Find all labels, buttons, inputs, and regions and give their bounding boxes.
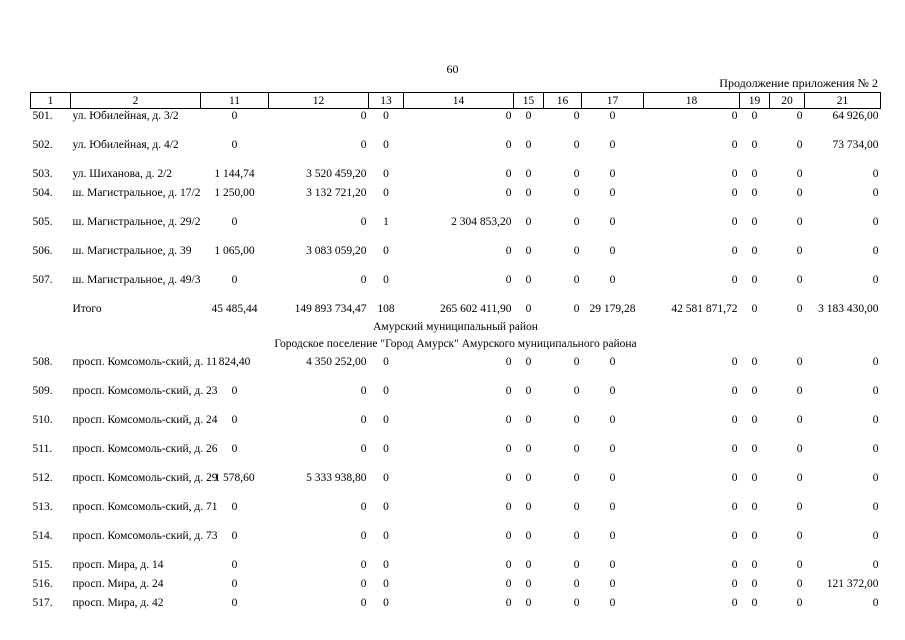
value-cell: 0 [609,472,616,484]
value-cell: 0 [731,472,738,484]
value-cell: 0 [525,245,532,257]
value-cell: 0 [525,139,532,151]
value-cell: 0 [731,578,738,590]
table-row [31,577,881,596]
value-cell: 0 [731,385,738,397]
value-cell: 0 [231,110,238,122]
value-cell: 1 065,00 [214,245,255,257]
value-cell: 0 [796,187,803,199]
address-cell: просп. Комсомоль-ский, д. 29 [72,472,218,484]
value-cell: 3 132 721,20 [306,187,367,199]
value-cell: 0 [231,597,238,609]
value-cell: 0 [525,385,532,397]
value-cell: 0 [573,443,580,455]
value-cell: 1 250,00 [214,187,255,199]
table-row [31,355,881,384]
value-cell: 0 [231,559,238,571]
value-cell: 1 578,60 [214,472,255,484]
value-cell: 0 [505,110,512,122]
row-number: 510. [32,414,53,426]
table-row [31,471,881,500]
section-row [31,321,881,338]
value-cell: 0 [796,303,803,315]
table-row [31,109,881,139]
value-cell: 0 [731,216,738,228]
section-title-settlement: Городское поселение "Город Амурск" Амурского муниципального района [274,338,637,350]
value-cell: 0 [525,187,532,199]
value-cell: 0 [231,578,238,590]
value-cell: 0 [872,216,879,228]
value-cell: 0 [751,578,758,590]
row-number: 516. [32,578,53,590]
value-cell: 1 144,74 [214,168,255,180]
value-cell: 3 083 059,20 [306,245,367,257]
value-cell: 0 [609,245,616,257]
value-cell: 0 [796,559,803,571]
value-cell: 0 [731,245,738,257]
value-cell: 0 [360,443,367,455]
address-cell: просп. Комсомоль-ский, д. 11 [72,356,218,368]
col-header: 21 [805,93,881,109]
address-cell: просп. Мира, д. 42 [72,597,164,609]
value-cell: 0 [525,356,532,368]
value-cell: 0 [231,385,238,397]
col-header: 14 [404,93,514,109]
row-number: 503. [32,168,53,180]
total-row [31,302,881,321]
value-cell: 0 [383,187,389,199]
value-cell: 0 [525,578,532,590]
section-title-district: Амурский муниципальный район [373,321,538,333]
value-cell: 2 304 853,20 [451,216,512,228]
value-cell: 0 [731,187,738,199]
row-number: 502. [32,139,53,151]
row-number: 512. [32,472,53,484]
address-cell: ш. Магистральное, д. 49/3 [72,274,201,286]
value-cell: 0 [360,139,367,151]
value-cell: 0 [383,501,389,513]
value-cell: 149 893 734,47 [294,303,367,315]
appendix-subtitle: Продолжение приложения № 2 [719,76,878,90]
value-cell: 0 [609,578,616,590]
row-number: 513. [32,501,53,513]
value-cell: 0 [751,216,758,228]
value-cell: 0 [731,414,738,426]
value-cell: 0 [872,414,879,426]
value-cell: 73 734,00 [832,139,879,151]
value-cell: 0 [751,385,758,397]
row-number: 508. [32,356,53,368]
value-cell: 0 [751,559,758,571]
row-number: 504. [32,187,53,199]
value-cell: 0 [731,559,738,571]
value-cell: 0 [231,501,238,513]
value-cell: 0 [525,110,532,122]
value-cell: 0 [505,139,512,151]
value-cell: 0 [872,274,879,286]
col-header: 17 [582,93,644,109]
value-cell: 0 [573,245,580,257]
value-cell: 0 [383,139,389,151]
value-cell: 0 [872,559,879,571]
value-cell: 0 [872,385,879,397]
total-label: Итого [72,303,102,315]
value-cell: 0 [573,110,580,122]
value-cell: 0 [751,356,758,368]
value-cell: 265 602 411,90 [440,303,512,315]
value-cell: 0 [609,530,616,542]
table-row [31,273,881,302]
value-cell: 0 [573,472,580,484]
value-cell: 0 [609,559,616,571]
value-cell: 0 [505,414,512,426]
row-number: 505. [32,216,53,228]
value-cell: 0 [609,187,616,199]
value-cell: 0 [573,578,580,590]
value-cell: 0 [383,559,389,571]
value-cell: 0 [525,530,532,542]
value-cell: 0 [609,139,616,151]
value-cell: 0 [872,356,879,368]
address-cell: ул. Юбилейная, д. 4/2 [72,139,179,151]
row-number: 514. [32,530,53,542]
value-cell: 0 [505,501,512,513]
data-table [30,92,881,615]
value-cell: 0 [525,472,532,484]
address-cell: ш. Магистральное, д. 17/2 [72,187,201,199]
value-cell: 0 [231,274,238,286]
row-number [31,302,71,321]
value-cell: 0 [609,274,616,286]
table-row [31,244,881,273]
value-cell: 0 [796,168,803,180]
value-cell: 0 [525,443,532,455]
row-number: 517. [32,597,53,609]
value-cell: 0 [731,443,738,455]
value-cell: 0 [573,414,580,426]
value-cell: 0 [751,414,758,426]
col-header: 19 [740,93,770,109]
section-row [31,338,881,355]
value-cell: 0 [573,139,580,151]
value-cell: 0 [360,530,367,542]
address-cell: ш. Магистральное, д. 39 [72,245,192,257]
value-cell: 0 [751,110,758,122]
value-cell: 0 [383,110,389,122]
value-cell: 0 [525,168,532,180]
value-cell: 0 [383,356,389,368]
value-cell: 0 [609,356,616,368]
value-cell: 0 [731,168,738,180]
table-row [31,384,881,413]
value-cell: 0 [751,472,758,484]
value-cell: 1 [383,216,389,228]
value-cell: 0 [383,245,389,257]
value-cell: 0 [525,559,532,571]
value-cell: 0 [360,110,367,122]
address-cell: просп. Мира, д. 24 [72,578,164,590]
value-cell: 0 [731,530,738,542]
col-header: 1 [31,93,71,109]
table-row [31,442,881,471]
value-cell: 0 [505,578,512,590]
value-cell: 0 [573,168,580,180]
value-cell: 0 [751,530,758,542]
value-cell: 0 [751,501,758,513]
row-number: 515. [32,559,53,571]
address-cell: просп. Комсомоль-ский, д. 26 [72,443,218,455]
value-cell: 0 [609,443,616,455]
value-cell: 0 [505,385,512,397]
address-cell: просп. Комсомоль-ский, д. 71 [72,501,218,513]
value-cell: 0 [573,530,580,542]
table-row [31,558,881,577]
value-cell: 0 [731,139,738,151]
table-row [31,596,881,615]
col-header: 11 [201,93,269,109]
value-cell: 0 [751,187,758,199]
header-row [31,93,881,109]
value-cell: 121 372,00 [826,578,879,590]
value-cell: 0 [505,356,512,368]
value-cell: 0 [383,168,389,180]
value-cell: 0 [525,597,532,609]
value-cell: 0 [573,356,580,368]
row-number: 506. [32,245,53,257]
value-cell: 108 [377,303,395,315]
value-cell: 0 [525,216,532,228]
col-header: 13 [369,93,404,109]
value-cell: 0 [573,385,580,397]
value-cell: 0 [796,139,803,151]
col-header: 20 [770,93,805,109]
value-cell: 0 [872,168,879,180]
row-number: 507. [32,274,53,286]
table-row [31,500,881,529]
value-cell: 3 520 459,20 [306,168,367,180]
address-cell: ул. Юбилейная, д. 3/2 [72,110,179,122]
col-header: 2 [71,93,201,109]
value-cell: 0 [872,501,879,513]
value-cell: 0 [609,414,616,426]
address-cell: ул. Шиханова, д. 2/2 [72,168,173,180]
value-cell: 0 [609,110,616,122]
value-cell: 0 [383,597,389,609]
address-cell: ш. Магистральное, д. 29/2 [72,216,201,228]
value-cell: 0 [360,578,367,590]
table-row [31,186,881,215]
value-cell: 0 [751,245,758,257]
value-cell: 3 183 430,00 [818,303,879,315]
value-cell: 0 [609,501,616,513]
value-cell: 0 [360,414,367,426]
table-row [31,138,881,167]
row-number: 511. [32,443,53,455]
value-cell: 0 [573,303,580,315]
value-cell: 0 [505,597,512,609]
value-cell: 0 [751,139,758,151]
table-row [31,215,881,244]
value-cell: 0 [360,385,367,397]
value-cell: 0 [383,443,389,455]
row-number: 501. [32,110,53,122]
value-cell: 0 [383,385,389,397]
value-cell: 0 [796,274,803,286]
value-cell: 0 [231,414,238,426]
value-cell: 45 485,44 [211,303,258,315]
row-number: 509. [32,385,53,397]
value-cell: 0 [383,472,389,484]
value-cell: 0 [573,274,580,286]
value-cell: 0 [383,274,389,286]
value-cell: 0 [796,245,803,257]
value-cell: 0 [505,168,512,180]
value-cell: 0 [872,245,879,257]
address-cell: просп. Комсомоль-ский, д. 23 [72,385,218,397]
address-cell: просп. Комсомоль-ский, д. 24 [72,414,218,426]
value-cell: 0 [505,245,512,257]
value-cell: 0 [796,385,803,397]
value-cell: 0 [796,110,803,122]
value-cell: 0 [796,356,803,368]
value-cell: 0 [751,303,758,315]
table-row [31,529,881,558]
value-cell: 0 [573,187,580,199]
value-cell: 4 350 252,00 [306,356,367,368]
value-cell: 0 [525,303,532,315]
value-cell: 0 [573,501,580,513]
value-cell: 0 [383,414,389,426]
col-header: 18 [644,93,740,109]
value-cell: 0 [872,187,879,199]
value-cell: 0 [525,501,532,513]
value-cell: 0 [731,356,738,368]
col-header: 15 [514,93,544,109]
value-cell: 0 [751,597,758,609]
value-cell: 0 [872,443,879,455]
value-cell: 0 [872,597,879,609]
value-cell: 0 [609,168,616,180]
table-row [31,167,881,186]
value-cell: 0 [525,414,532,426]
value-cell: 0 [796,216,803,228]
value-cell: 0 [505,472,512,484]
value-cell: 0 [796,472,803,484]
value-cell: 0 [505,274,512,286]
value-cell: 0 [731,501,738,513]
value-cell: 0 [231,216,238,228]
value-cell: 0 [360,501,367,513]
value-cell: 0 [505,559,512,571]
address-cell: просп. Мира, д. 14 [72,559,164,571]
value-cell: 0 [731,274,738,286]
page-number: 60 [446,62,459,76]
value-cell: 0 [231,139,238,151]
col-header: 12 [269,93,369,109]
value-cell: 0 [360,216,367,228]
value-cell: 0 [796,501,803,513]
value-cell: 0 [609,216,616,228]
value-cell: 0 [231,443,238,455]
value-cell: 0 [360,274,367,286]
value-cell: 0 [609,597,616,609]
value-cell: 0 [383,530,389,542]
value-cell: 0 [573,559,580,571]
value-cell: 0 [872,530,879,542]
value-cell: 0 [796,578,803,590]
value-cell: 824,40 [218,356,251,368]
value-cell: 5 333 938,80 [306,472,367,484]
value-cell: 0 [872,472,879,484]
value-cell: 0 [231,530,238,542]
address-cell: просп. Комсомоль-ский, д. 73 [72,530,218,542]
value-cell: 0 [609,385,616,397]
value-cell: 0 [796,414,803,426]
value-cell: 0 [573,216,580,228]
value-cell: 64 926,00 [832,110,879,122]
value-cell: 0 [751,168,758,180]
value-cell: 0 [796,597,803,609]
value-cell: 0 [731,597,738,609]
value-cell: 29 179,28 [589,303,636,315]
value-cell: 0 [796,443,803,455]
value-cell: 0 [383,578,389,590]
value-cell: 0 [505,443,512,455]
col-header: 16 [544,93,582,109]
value-cell: 42 581 871,72 [671,303,738,315]
value-cell: 0 [751,443,758,455]
value-cell: 0 [525,274,532,286]
value-cell: 0 [360,559,367,571]
value-cell: 0 [731,110,738,122]
value-cell: 0 [505,187,512,199]
value-cell: 0 [796,530,803,542]
table-row [31,413,881,442]
value-cell: 0 [360,597,367,609]
value-cell: 0 [751,274,758,286]
value-cell: 0 [505,530,512,542]
value-cell: 0 [573,597,580,609]
